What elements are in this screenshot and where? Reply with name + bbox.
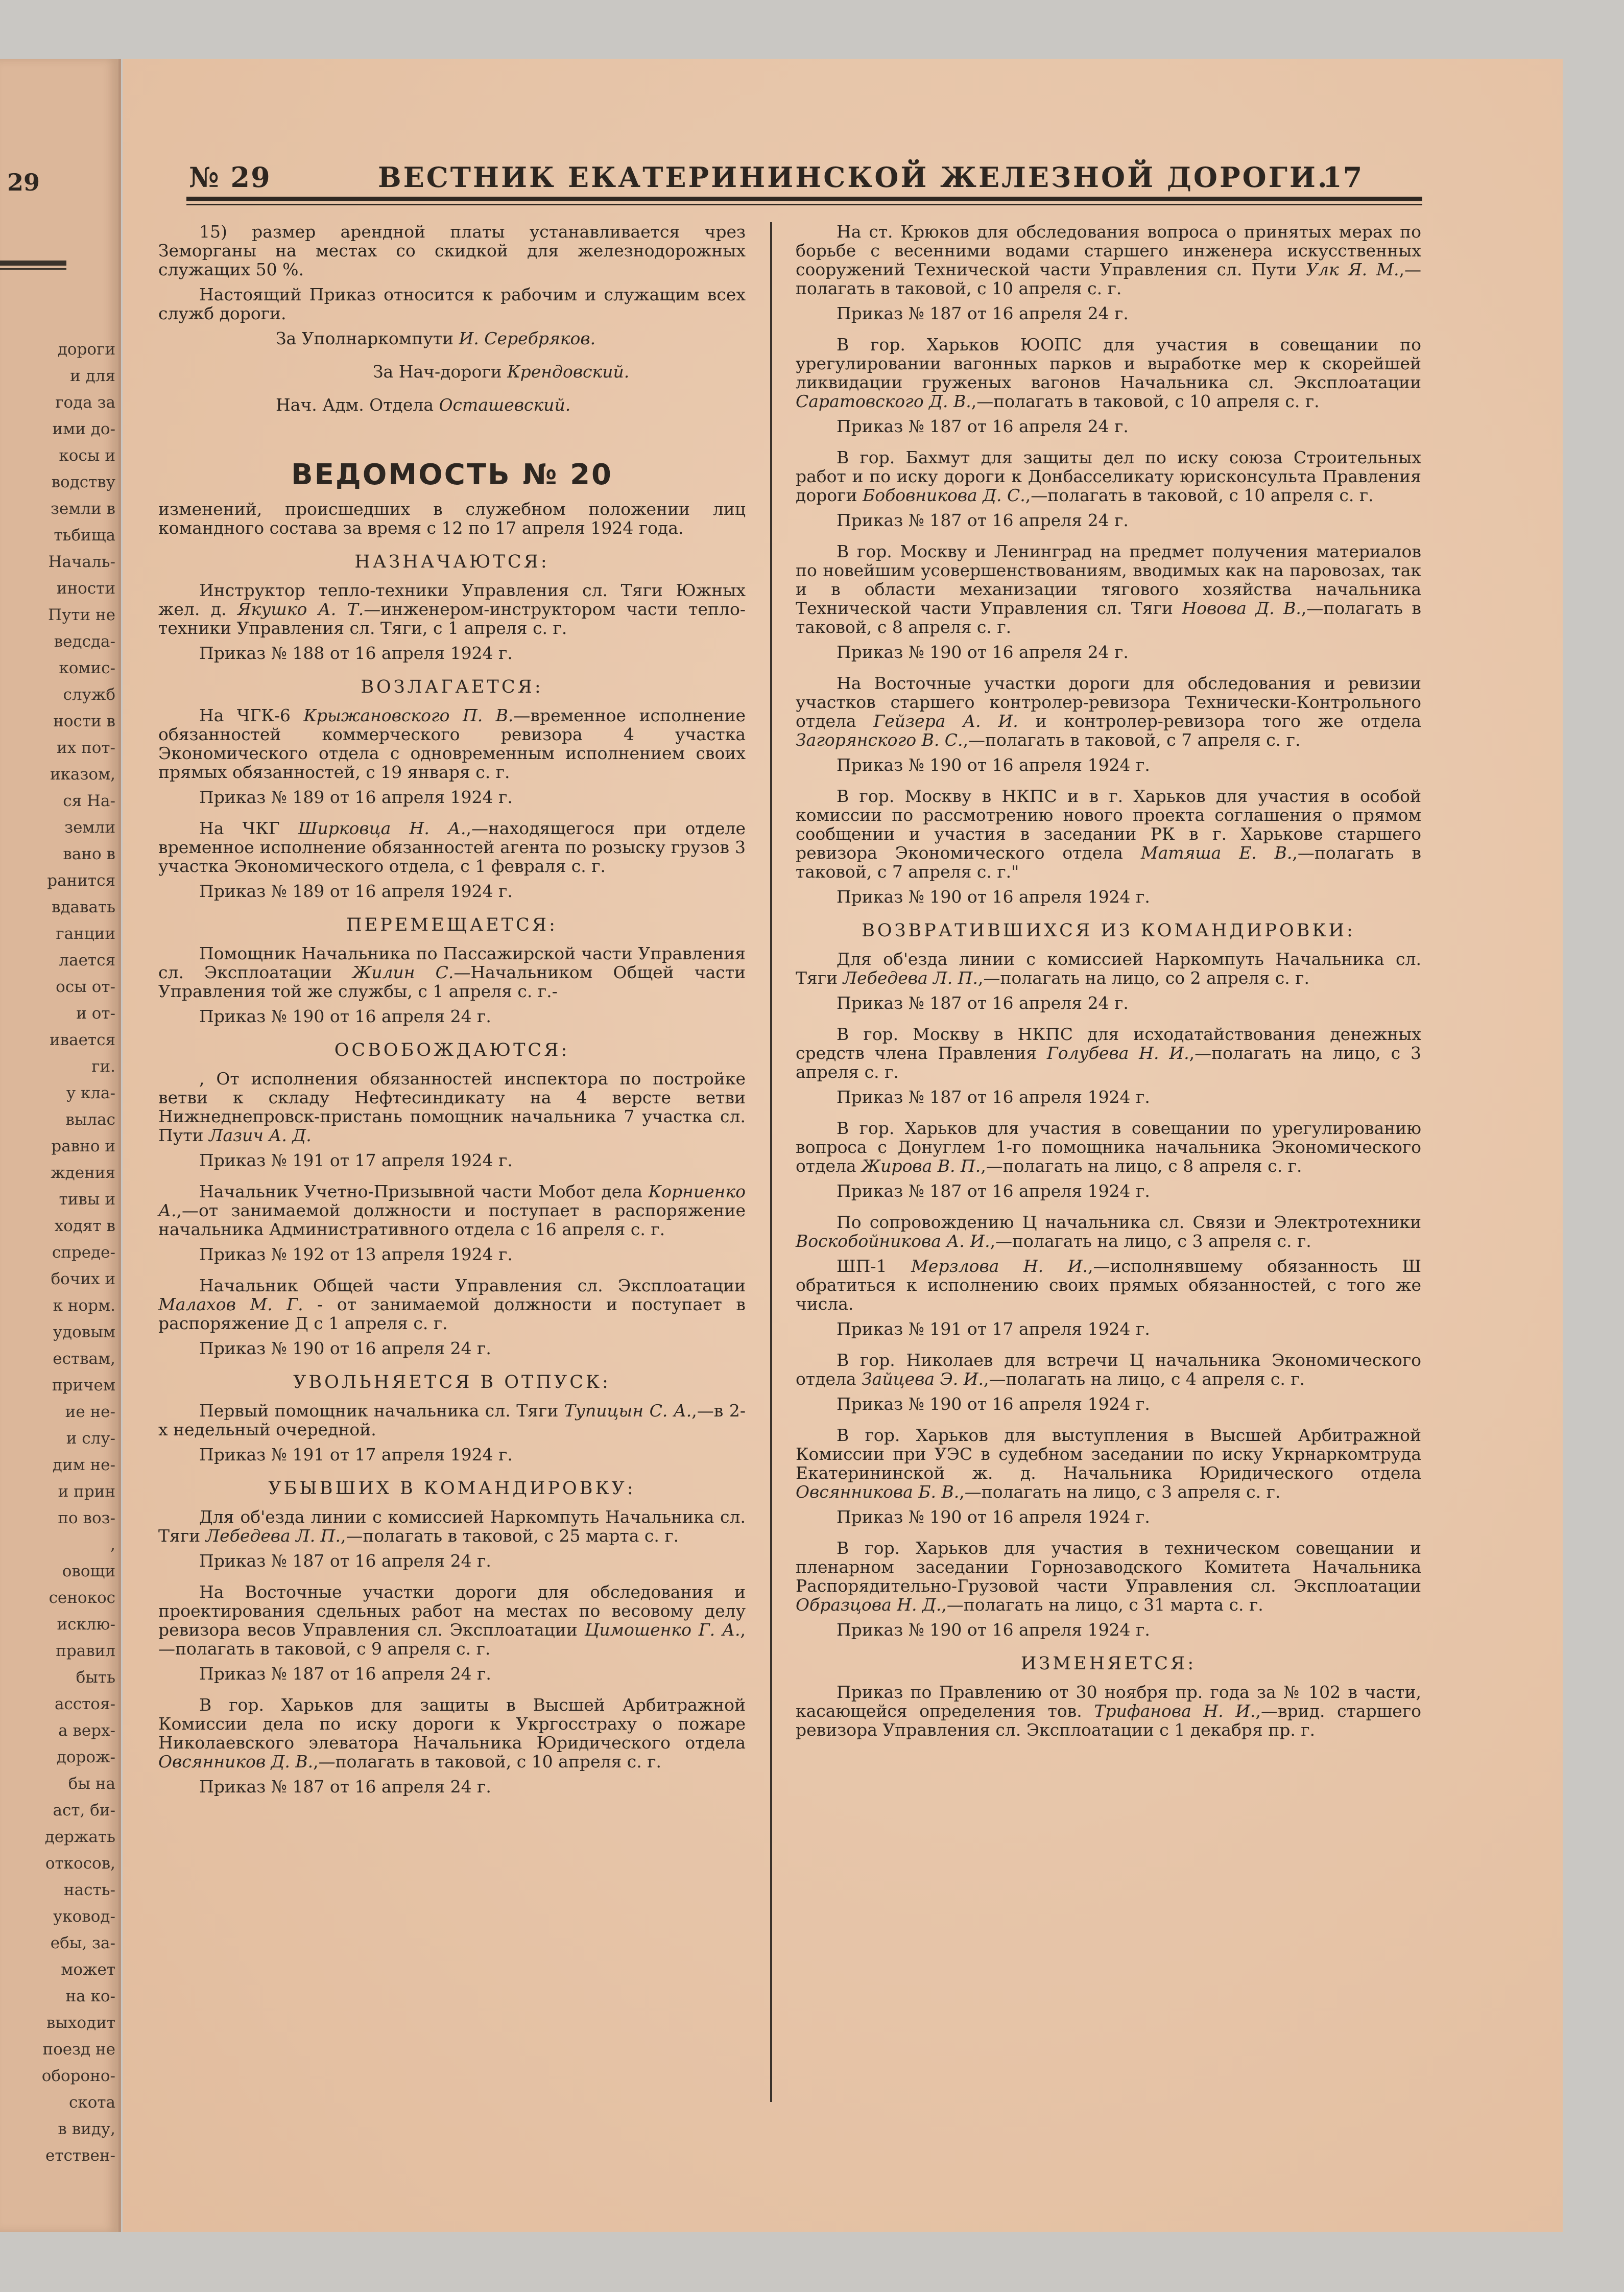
order-reference: Приказ № 188 от 16 апреля 1924 г.	[199, 643, 513, 663]
order-reference: Приказ № 191 от 17 апреля 1924 г.	[199, 1445, 513, 1464]
section-heading: ВОЗВРАТИВШИХСЯ ИЗ КОМАНДИРОВКИ:	[862, 920, 1355, 941]
previous-page-text-fragment: Началь-	[48, 553, 115, 571]
order-reference: Приказ № 190 от 16 апреля 1924 г.	[837, 1507, 1150, 1527]
previous-page-text-fragment: поезд не	[42, 2040, 115, 2059]
previous-page-text-fragment: и для	[70, 367, 115, 385]
previous-page-header-rule-thin	[0, 268, 66, 270]
section-heading: ВОЗЛАГАЕТСЯ:	[361, 677, 543, 697]
section-heading: УВОЛЬНЯЕТСЯ В ОТПУСК:	[293, 1372, 611, 1392]
order-reference: Приказ № 187 от 16 апреля 24 г.	[199, 1777, 491, 1797]
signature: За Уполнаркомпути И. Серебряков.	[276, 328, 596, 348]
previous-page-text-fragment: дим не-	[52, 1456, 115, 1474]
document-title: ВЕДОМОСТЬ № 20	[291, 458, 613, 491]
section-heading: ИЗМЕНЯЕТСЯ:	[1020, 1653, 1197, 1674]
order-entry: В гор. Харьков для выступления в Высшей Арбитражной Комиссии при УЭС в судебном заседании по иску Укрнаркомтруда Екатерининской ж. д. Начальника Юридического отдела Овсянникова Б. В.,—полагать на лицо, с 3 апреля с. г.	[796, 1425, 1421, 1502]
previous-page-text-fragment: у кла-	[66, 1084, 115, 1102]
order-reference: Приказ № 190 от 16 апреля 1924 г.	[837, 887, 1150, 907]
order-reference: Приказ № 190 от 16 апреля 1924 г.	[837, 1394, 1150, 1414]
order-entry: Для об'езда линии с комиссией Наркомпуть Начальника сл. Тяги Лебедева Л. П.,—полагать на лицо, со 2 апреля с. г.	[796, 949, 1421, 988]
order-reference: Приказ № 187 от 16 апреля 24 г.	[199, 1551, 491, 1571]
previous-page-text-fragment: бочих и	[51, 1270, 115, 1288]
order-entry: На ЧГК-6 Крыжановского П. В.—временное исполнение обязанностей коммерческого ревизора 4 участка Экономического отдела с одновременным исполнением своих прямых обязанностей, с 19 января с. г.	[158, 705, 746, 782]
order-reference: Приказ № 187 от 16 апреля 24 г.	[837, 303, 1129, 323]
previous-page-text-fragment: выходит	[46, 2014, 115, 2032]
previous-page-text-fragment: может	[61, 1960, 115, 1979]
previous-page-text-fragment: тьбища	[54, 526, 115, 545]
order-entry: ШП-1 Мерзлова Н. И.,—исполнявшему обязанность Ш обратиться к исполнению своих прямых обязанностей, с того же числа.	[796, 1256, 1422, 1314]
document-intro: изменений, происшедших в служебном положении лиц командного состава за время с 12 по 17 апреля 1924 года.	[158, 499, 746, 538]
page-number: 17	[1323, 161, 1364, 194]
order-entry: В гор. Москву в НКПС для исходатайствования денежных средств члена Правления Голубева Н. И.,—полагать на лицо, с 3 апреля с. г.	[796, 1024, 1421, 1082]
order-reference: Приказ № 190 от 16 апреля 24 г.	[837, 642, 1129, 662]
previous-page-text-fragment: ,	[110, 1535, 115, 1554]
previous-page-text-fragment: равно и	[51, 1137, 115, 1155]
order-entry: В гор. Москву в НКПС и в г. Харьков для участия в особой комиссии по рассмотрению нового проекта соглашения о прямом сообщении и участия в заседании РК в г. Харькове старшего ревизора Экономического отдела Матяша Е. В.,—полагать в таковой, с 7 апреля с. г."	[796, 786, 1421, 882]
order-entry: , От исполнения обязанностей инспектора по постройке ветви к складу Нефтесиндикату на 4 версте ветви Нижнеднепровск-пристань помощник начальника 7 участка сл. Пути Лазич А. Д.	[158, 1069, 746, 1145]
previous-page-text-fragment: косы и	[59, 446, 115, 465]
previous-page-text-fragment: ходят в	[54, 1217, 115, 1235]
previous-page-text-fragment: исклю-	[57, 1615, 115, 1634]
continuation-paragraph: Настоящий Приказ относится к рабочим и служащим всех служб дороги.	[158, 285, 746, 323]
order-entry: Приказ по Правлению от 30 ноября пр. года за № 102 в части, касающейся определения тов. Трифанова Н. И.,—врид. старшего ревизора Управления сл. Эксплоатации с 1 декабря пр. г.	[796, 1682, 1421, 1740]
previous-page-text-fragment: овощи	[62, 1562, 115, 1580]
previous-page-text-fragment: иказом,	[50, 765, 115, 784]
order-entry: В гор. Харьков для участия в техническом совещании и пленарном заседании Горнозаводского Комитета Начальника Распорядительно-Грузовой части Управления сл. Эксплоатации Образцова Н. Д.,—полагать на лицо, с 31 марта с. г.	[796, 1538, 1421, 1615]
previous-page-text-fragment: комис-	[59, 659, 115, 677]
previous-page-text-fragment: вылас	[65, 1110, 115, 1129]
header-rule-thin	[186, 204, 1422, 205]
previous-page-text-fragment: осы от-	[56, 978, 115, 996]
previous-page-text-fragment: аст, би-	[53, 1801, 115, 1820]
previous-page-text-fragment: уковод-	[53, 1907, 115, 1926]
order-reference: Приказ № 190 от 16 апреля 1924 г.	[837, 755, 1150, 775]
order-entry: По сопровождению Ц начальника сл. Связи и Электротехники Воскобойникова А. И.,—полагать на лицо, с 3 апреля с. г.	[796, 1212, 1421, 1251]
previous-page-text-fragment: правил	[56, 1642, 115, 1660]
previous-page-text-fragment: и прин	[58, 1482, 115, 1501]
previous-page-text-fragment: спреде-	[52, 1243, 115, 1262]
previous-page-text-fragment: ие не-	[65, 1403, 115, 1421]
order-entry: В гор. Москву и Ленинград на предмет получения материалов по новейшим усовершенствованиям, вводимых как на паровозах, так и в области механизации тягового хозяйства начальника Технической части Управления сл. Тяги Новова Д. В.,—полагать в таковой, с 8 апреля с. г.	[796, 541, 1421, 637]
order-reference: Приказ № 191 от 17 апреля 1924 г.	[199, 1150, 513, 1170]
previous-page-text-fragment: ги.	[91, 1057, 115, 1076]
order-reference: Приказ № 187 от 16 апреля 24 г.	[837, 510, 1129, 530]
previous-page-text-fragment: ведсда-	[54, 632, 115, 651]
previous-page-text-fragment: их пот-	[57, 739, 115, 757]
order-reference: Приказ № 190 от 16 апреля 24 г.	[199, 1006, 491, 1026]
continuation-paragraph: 15) размер арендной платы устанавливается чрез Земорганы на местах со скидкой для железнодорожных служащих 50 %.	[158, 222, 746, 279]
previous-page-text-fragment: на ко-	[65, 1987, 115, 2005]
order-entry: Помощник Начальника по Пассажирской части Управления сл. Эксплоатации Жилин С.—Начальником Общей части Управления той же службы, с 1 апреля с. г.-	[158, 943, 746, 1001]
previous-page-text-fragment: етствен-	[45, 2146, 115, 2165]
order-entry: На ЧКГ Ширковца Н. А.,—находящегося при отделе временное исполнение обязанностей агента по розыску грузов 3 участка Экономического отдела, с 1 февраля с. г.	[158, 818, 746, 876]
section-heading: УБЫВШИХ В КОМАНДИРОВКУ:	[268, 1478, 636, 1499]
order-entry: Начальник Общей части Управления сл. Эксплоатации Малахов М. Г. - от занимаемой должности и поступает в распоряжение Д с 1 апреля с. г.	[158, 1275, 746, 1333]
newspaper-page	[123, 59, 1563, 2232]
order-reference: Приказ № 187 от 16 апреля 24 г.	[837, 416, 1129, 436]
previous-page-text-fragment: водству	[51, 473, 115, 491]
order-entry: Первый помощник начальника сл. Тяги Тупицын С. А.,—в 2-х недельный очередной.	[158, 1401, 746, 1439]
previous-page-text-fragment: по воз-	[58, 1509, 115, 1527]
order-entry: Начальник Учетно-Призывной части Мобот дела Корниенко А.,—от занимаемой должности и поступает в распоряжение начальника Административного отдела с 16 апреля с. г.	[158, 1182, 746, 1239]
right-column	[796, 222, 1421, 1745]
order-entry: Для об'езда линии с комиссией Наркомпуть Начальника сл. Тяги Лебедева Л. П.,—полагать в таковой, с 25 марта с. г.	[158, 1507, 746, 1546]
order-entry: В гор. Харьков для защиты в Высшей Арбитражной Комиссии дела по иску дороги к Укргосстраху о пожаре Николаевского элеватора Начальника Юридического отдела Овсянников Д. В.,—полагать в таковой, с 10 апреля с. г.	[158, 1695, 746, 1771]
previous-page-number: 29	[7, 169, 40, 196]
previous-page-margin	[0, 59, 121, 2232]
previous-page-text-fragment: тивы и	[59, 1190, 115, 1209]
previous-page-text-fragment: скота	[68, 2093, 115, 2112]
previous-page-text-fragment: к норм.	[53, 1296, 115, 1315]
section-heading: ПЕРЕМЕЩАЕТСЯ:	[346, 915, 558, 935]
order-reference: Приказ № 189 от 16 апреля 1924 г.	[199, 787, 513, 807]
previous-page-text-fragment: удовым	[53, 1323, 115, 1341]
order-reference: Приказ № 190 от 16 апреля 24 г.	[199, 1338, 491, 1358]
order-entry: На Восточные участки дороги для обследования и проектирования сдельных работ на местах по весовому делу ревизора весов Управления сл. Эксплоатации Цимошенко Г. А.,—полагать в таковой, с 9 апреля с. г.	[158, 1582, 746, 1659]
previous-page-text-fragment: держать	[44, 1828, 115, 1846]
header-rule	[186, 197, 1422, 201]
order-entry: В гор. Николаев для встречи Ц начальника Экономического отдела Зайцева Э. И.,—полагать на лицо, с 4 апреля с. г.	[796, 1350, 1421, 1389]
previous-page-text-fragment: иности	[56, 579, 115, 598]
previous-page-text-fragment: ими до-	[52, 420, 115, 438]
previous-page-text-fragment: и от-	[76, 1004, 115, 1023]
previous-page-text-fragment: причем	[52, 1376, 115, 1395]
order-reference: Приказ № 187 от 16 апреля 1924 г.	[837, 1181, 1150, 1201]
previous-page-text-fragment: обороно-	[41, 2067, 115, 2085]
order-reference: Приказ № 187 от 16 апреля 24 г.	[199, 1664, 491, 1684]
previous-page-text-fragment: ивается	[49, 1031, 115, 1049]
previous-page-text-fragment: ранится	[47, 871, 115, 890]
signature: Нач. Адм. Отдела Осташевский.	[276, 395, 571, 415]
order-reference: Приказ № 190 от 16 апреля 1924 г.	[837, 1620, 1150, 1640]
previous-page-text-fragment: ности в	[53, 712, 115, 730]
previous-page-text-fragment: года за	[55, 393, 115, 412]
previous-page-text-fragment: дороги	[57, 340, 115, 359]
order-entry: Инструктор тепло-техники Управления сл. Тяги Южных жел. д. Якушко А. Т.—инженером-инструктором части тепло-техники Управления сл. Тяги, с 1 апреля с. г.	[158, 580, 746, 638]
previous-page-text-fragment: насть-	[63, 1881, 115, 1899]
previous-page-text-fragment: быть	[76, 1668, 115, 1687]
order-reference: Приказ № 191 от 17 апреля 1924 г.	[837, 1319, 1150, 1339]
previous-page-text-fragment: Пути не	[48, 606, 115, 624]
previous-page-text-fragment: земли	[64, 818, 115, 837]
previous-page-text-fragment: и слу-	[66, 1429, 115, 1448]
previous-page-text-fragment: вано в	[63, 845, 115, 863]
order-entry: В гор. Бахмут для защиты дел по иску союза Строительных работ и по иску дороги к Донбасселикату юрисконсульта Правления дороги Бобовникова Д. С.,—полагать в таковой, с 10 апреля с. г.	[796, 447, 1421, 505]
previous-page-text-fragment: ебы, за-	[50, 1934, 115, 1952]
previous-page-header-rule	[0, 261, 66, 266]
previous-page-text-fragment: а верх-	[58, 1721, 115, 1740]
previous-page-text-fragment: ждения	[51, 1164, 115, 1182]
column-divider	[770, 222, 772, 2102]
previous-page-text-fragment: сенокос	[49, 1589, 115, 1607]
previous-page-text-fragment: в виду,	[58, 2120, 115, 2138]
previous-page-text-fragment: лается	[59, 951, 115, 970]
order-entry: В гор. Харьков ЮОПС для участия в совещании по урегулировании вагонных парков и выработке мер к скорейшей ликвидации груженых вагонов Начальника сл. Эксплоатации Саратовского Д. В.,—полагать в таковой, с 10 апреля с. г.	[796, 335, 1421, 411]
order-entry: На ст. Крюков для обследования вопроса о принятых мерах по борьбе с весенними водами старшего инженера искусственных сооружений Технической части Управления сл. Пути Улк Я. М.,—полагать в таковой, с 10 апреля с. г.	[796, 222, 1421, 298]
previous-page-text-fragment: ганции	[56, 925, 115, 943]
order-reference: Приказ № 187 от 16 апреля 1924 г.	[837, 1087, 1150, 1107]
section-heading: НАЗНАЧАЮТСЯ:	[354, 552, 550, 572]
issue-number: № 29	[189, 161, 271, 194]
order-reference: Приказ № 187 от 16 апреля 24 г.	[837, 993, 1129, 1013]
previous-page-text-fragment: служб	[63, 686, 115, 704]
previous-page-text-fragment: ся На-	[63, 792, 115, 810]
previous-page-text-fragment: ествам,	[53, 1350, 115, 1368]
order-entry: На Восточные участки дороги для обследования и ревизии участков старшего контролер-ревизора Технически-Контрольного отдела Гейзера А. И. и контролер-ревизора того же отдела Загорянского В. С.,—полагать в таковой, с 7 апреля с. г.	[796, 673, 1421, 750]
order-reference: Приказ № 192 от 13 апреля 1924 г.	[199, 1244, 513, 1264]
previous-page-text-fragment: дорож-	[56, 1748, 115, 1766]
order-entry: В гор. Харьков для участия в совещании по урегулированию вопроса с Донуглем 1-го помощника начальника Экономического отдела Жирова В. П.,—полагать на лицо, с 8 апреля с. г.	[796, 1118, 1421, 1176]
order-reference: Приказ № 189 от 16 апреля 1924 г.	[199, 881, 513, 901]
previous-page-text-fragment: асстоя-	[54, 1695, 115, 1713]
left-column	[158, 222, 746, 1808]
previous-page-text-fragment: земли в	[50, 500, 115, 518]
previous-page-text-fragment: откосов,	[45, 1854, 115, 1873]
newspaper-title: ВЕСТНИК ЕКАТЕРИНИНСКОЙ ЖЕЛЕЗНОЙ ДОРОГИ.	[378, 161, 1329, 194]
previous-page-text-fragment: бы на	[68, 1775, 115, 1793]
section-heading: ОСВОБОЖДАЮТСЯ:	[334, 1040, 570, 1060]
signature: За Нач-дороги Крендовский.	[373, 362, 630, 382]
previous-page-text-fragment: вдавать	[52, 898, 115, 916]
